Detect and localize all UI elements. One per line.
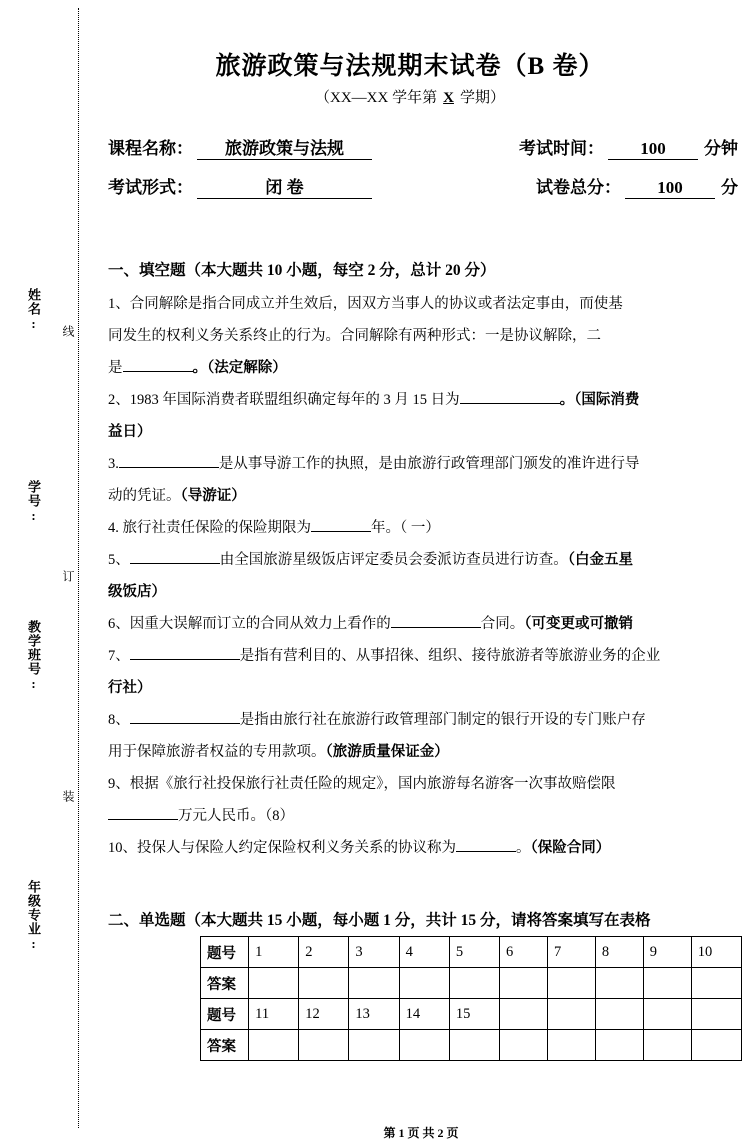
answer-blank-9[interactable] — [108, 819, 178, 820]
cell-a6[interactable] — [500, 968, 548, 999]
question-1-line-3 — [108, 352, 742, 384]
cell-a4[interactable] — [399, 968, 449, 999]
cell-q9[interactable]: 9 — [643, 937, 691, 968]
question-6-answer: （可变更或可撤销 — [524, 616, 633, 632]
seal-mark-pack: 装 — [61, 790, 75, 802]
table-row-answers-1 — [201, 968, 742, 999]
question-8-line-1 — [108, 704, 742, 736]
question-3-number: 3. — [108, 456, 119, 472]
question-6-text: 6、因重大误解而订立的合同从效力上看作的 — [108, 616, 391, 632]
exam-paper — [100, 0, 742, 1143]
cell-a-empty-2[interactable] — [547, 1030, 595, 1061]
margin-label-major: 年级专业: — [26, 880, 41, 952]
question-5-text: 由全国旅游星级饭店评定委员会委派访查员进行访查。 — [219, 552, 568, 568]
question-1-line-2: 同发生的权利义务关系终止的行为。合同解除有两种形式：一是协议解除，二 — [108, 328, 601, 344]
page-footer: 第 1 页 共 2 页 — [383, 1126, 459, 1140]
cell-q6[interactable]: 6 — [500, 937, 548, 968]
academic-term-line — [100, 86, 720, 107]
row-header-question-no-1: 题号 — [201, 937, 249, 968]
question-9-line-2 — [108, 800, 742, 832]
question-5-line-1 — [108, 544, 742, 576]
question-3-line-2 — [108, 480, 742, 512]
question-1-line-1: 1、合同解除是指合同成立并生效后，因双方当事人的协议或者法定事由，而使基 — [108, 296, 623, 312]
term-prefix: （XX—XX 学年第 — [315, 90, 438, 106]
cell-a12[interactable] — [299, 1030, 349, 1061]
exam-time-value: 100 — [608, 139, 698, 160]
question-8-answer: （旅游质量保证金） — [325, 744, 449, 760]
question-7-number: 7、 — [108, 648, 130, 664]
margin-label-class: 教学班号: — [26, 620, 41, 692]
cell-q4[interactable]: 4 — [399, 937, 449, 968]
question-6-text-2: 合同。 — [480, 616, 525, 632]
question-10-text: 10、投保人与保险人约定保险权利义务关系的协议称为 — [108, 840, 456, 856]
question-8-number: 8、 — [108, 712, 130, 728]
cell-q8[interactable]: 8 — [595, 937, 643, 968]
question-2-line-1 — [108, 384, 742, 416]
course-name-label: 课程名称： — [108, 139, 193, 158]
course-name-value: 旅游政策与法规 — [197, 134, 372, 160]
answer-blank-7[interactable] — [130, 659, 240, 660]
term-suffix: 学期） — [459, 90, 505, 106]
cell-a-empty-1[interactable] — [500, 1030, 548, 1061]
question-7-line-2: 行社） — [108, 680, 152, 696]
question-4-line-1 — [108, 512, 742, 544]
cell-q13[interactable]: 13 — [349, 999, 399, 1030]
section-heading-multiple-choice: 二、单选题（本大题共 15 小题，每小题 1 分，共计 15 分，请将答案填写在表格 — [108, 912, 651, 929]
multiple-choice-answer-table — [200, 936, 742, 1061]
cell-q2[interactable]: 2 — [299, 937, 349, 968]
left-margin-area — [0, 0, 100, 1143]
cell-a-empty-5[interactable] — [691, 1030, 741, 1061]
cell-a11[interactable] — [249, 1030, 299, 1061]
question-8-text: 是指由旅行社在旅游行政管理部门制定的银行开设的专门账户存 — [239, 712, 646, 728]
question-4-answer: 年。（ 一） — [371, 520, 440, 536]
cell-q-empty-5[interactable] — [691, 999, 741, 1030]
cell-q10[interactable]: 10 — [691, 937, 741, 968]
question-10-period: 。 — [516, 840, 531, 856]
exam-meta-block — [108, 134, 738, 212]
answer-blank-10[interactable] — [456, 851, 516, 852]
cell-q-empty-1[interactable] — [500, 999, 548, 1030]
cell-a2[interactable] — [299, 968, 349, 999]
term-value: X — [443, 90, 454, 106]
table-row-question-numbers-2 — [201, 999, 742, 1030]
question-10-line-1 — [108, 832, 742, 864]
fill-in-blank-questions — [108, 288, 742, 864]
cell-a7[interactable] — [547, 968, 595, 999]
question-2-text: 2、1983 年国际消费者联盟组织确定每年的 3 月 15 日为 — [108, 392, 460, 408]
row-header-answer-1: 答案 — [201, 968, 249, 999]
cell-a14[interactable] — [399, 1030, 449, 1061]
question-7-line-1 — [108, 640, 742, 672]
cell-a13[interactable] — [349, 1030, 399, 1061]
seal-mark-bind: 订 — [61, 570, 75, 582]
total-score-unit: 分 — [721, 178, 738, 197]
cell-q11[interactable]: 11 — [249, 999, 299, 1030]
answer-blank-1[interactable] — [123, 371, 193, 372]
question-9-line-1: 9、根据《旅行社投保旅行社责任险的规定》，国内旅游每名游客一次事故赔偿限 — [108, 776, 616, 792]
question-7-text: 是指有营利目的、从事招徕、组织、接待旅游者等旅游业务的企业 — [239, 648, 661, 664]
cell-q-empty-4[interactable] — [643, 999, 691, 1030]
table-row-question-numbers-1 — [201, 937, 742, 968]
cell-q12[interactable]: 12 — [299, 999, 349, 1030]
table-row-answers-2 — [201, 1030, 742, 1061]
cell-a10[interactable] — [691, 968, 741, 999]
answer-blank-3[interactable] — [119, 467, 219, 468]
total-score-value: 100 — [625, 178, 715, 199]
cell-q-empty-3[interactable] — [595, 999, 643, 1030]
question-2-line-2: 益日） — [108, 424, 152, 440]
question-2-answer-part: 。（国际消费 — [559, 392, 640, 408]
cell-a5[interactable] — [449, 968, 499, 999]
cell-a-empty-3[interactable] — [595, 1030, 643, 1061]
row-header-answer-2: 答案 — [201, 1030, 249, 1061]
cell-a3[interactable] — [349, 968, 399, 999]
answer-blank-5[interactable] — [130, 563, 220, 564]
answer-blank-8[interactable] — [130, 723, 240, 724]
cell-a8[interactable] — [595, 968, 643, 999]
row-header-question-no-2: 题号 — [201, 999, 249, 1030]
question-9-answer: 万元人民币。（8） — [178, 808, 294, 824]
cell-a-empty-4[interactable] — [643, 1030, 691, 1061]
section-heading-fill-blank: 一、填空题（本大题共 10 小题，每空 2 分，总计 20 分） — [108, 262, 496, 279]
question-5-line-2: 级饭店） — [108, 584, 166, 600]
question-3-line-1 — [108, 448, 742, 480]
cell-q15[interactable]: 15 — [449, 999, 499, 1030]
meta-row-form — [108, 173, 738, 199]
question-3-text-2: 动的凭证。 — [108, 488, 181, 504]
question-10-answer: （保险合同） — [530, 840, 611, 856]
exam-time-unit: 分钟 — [704, 139, 738, 158]
question-8-line-2 — [108, 736, 742, 768]
fold-dotted-line — [78, 8, 79, 1128]
cell-a15[interactable] — [449, 1030, 499, 1061]
exam-form-label: 考试形式： — [108, 178, 193, 197]
question-1-answer: 。（法定解除） — [192, 360, 287, 376]
exam-time-label: 考试时间： — [519, 139, 604, 158]
margin-label-name: 姓名: — [26, 288, 41, 332]
question-3-text: 是从事导游工作的执照，是由旅游行政管理部门颁发的准许进行导 — [218, 456, 640, 472]
cell-q1[interactable]: 1 — [249, 937, 299, 968]
question-8-text-2: 用于保障旅游者权益的专用款项。 — [108, 744, 326, 760]
seal-mark-line: 线 — [61, 325, 75, 337]
cell-a1[interactable] — [249, 968, 299, 999]
question-1-text-3: 是 — [108, 360, 123, 376]
question-5-answer-part: （白金五星 — [567, 552, 633, 568]
question-6-line-1 — [108, 608, 742, 640]
question-5-number: 5、 — [108, 552, 130, 568]
cell-q-empty-2[interactable] — [547, 999, 595, 1030]
question-4-text: 4. 旅行社责任保险的保险期限为 — [108, 520, 311, 536]
answer-blank-4[interactable] — [311, 531, 371, 532]
page-title: 旅游政策与法规期末试卷（B 卷） — [215, 53, 605, 80]
cell-q5[interactable]: 5 — [449, 937, 499, 968]
cell-a9[interactable] — [643, 968, 691, 999]
answer-blank-2[interactable] — [460, 403, 560, 404]
meta-row-course — [108, 134, 738, 160]
cell-q3[interactable]: 3 — [349, 937, 399, 968]
question-3-answer: （导游证） — [180, 488, 246, 504]
margin-label-student-id: 学号: — [26, 480, 41, 524]
answer-blank-6[interactable] — [391, 627, 481, 628]
cell-q14[interactable]: 14 — [399, 999, 449, 1030]
exam-form-value: 闭 卷 — [197, 173, 372, 199]
cell-q7[interactable]: 7 — [547, 937, 595, 968]
total-score-label: 试卷总分： — [536, 178, 621, 197]
